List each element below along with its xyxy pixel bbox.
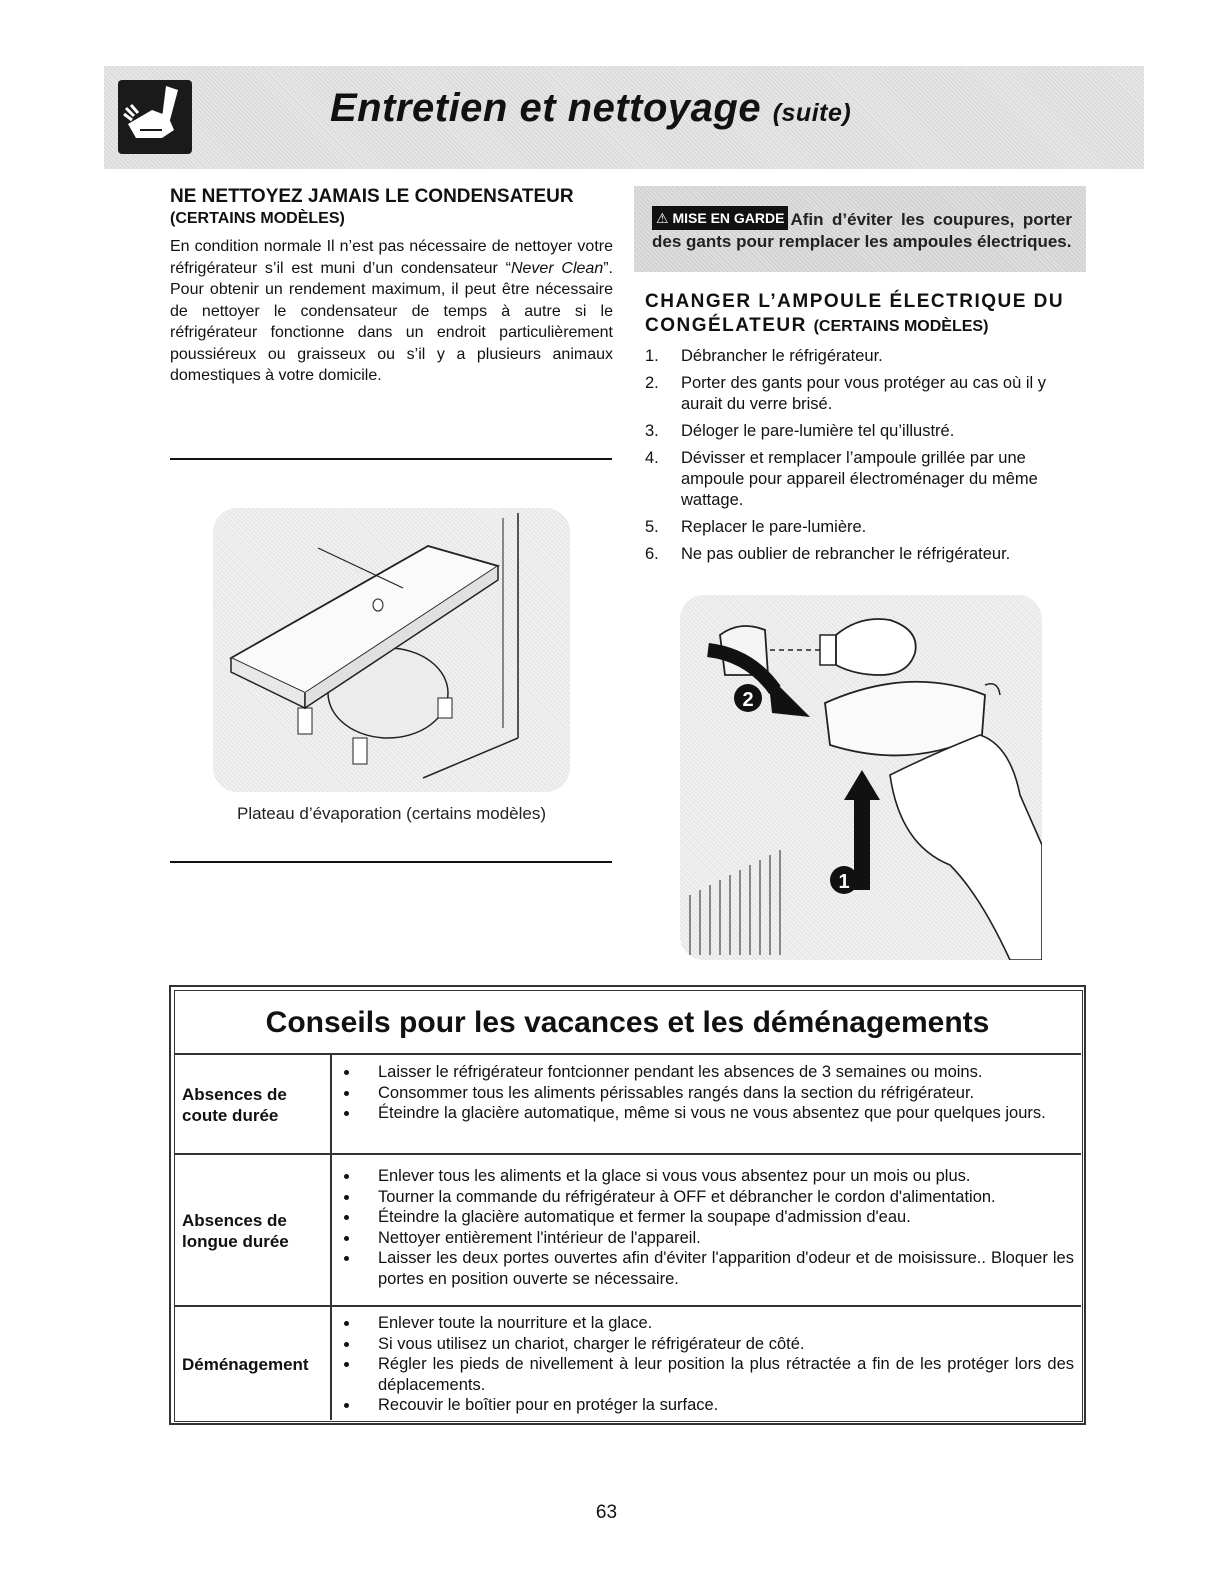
list-item: Enlever toute la nourriture et la glace. (342, 1313, 1074, 1334)
step-number: 3. (645, 422, 659, 440)
callout-one: 1 (838, 871, 850, 893)
list-item: Tourner la commande du réfrigérateur à OFF et débrancher le cordon d'alimentation. (342, 1187, 1074, 1208)
step-item (645, 517, 1085, 538)
warning-triangle-icon: ⚠ (656, 210, 669, 226)
page-title (330, 86, 1050, 131)
condenser-subheading: (CERTAINS MODÈLES) (170, 210, 345, 227)
step-number: 6. (645, 545, 659, 563)
condenser-text-1: En condition normale Il n’est pas nécessaire de nettoyer votre réfrigérateur s’il est muni d’un condensateur “ (170, 238, 613, 277)
list-item: Si vous utilisez un chariot, charger le réfrigérateur de côté. (342, 1334, 1074, 1355)
bulb-replacement-illustration (680, 595, 1042, 960)
bulb-steps-list (645, 346, 1085, 571)
warning-text: Afin d’éviter les coupures, porter des gants pour remplacer les ampoules électriques. (652, 210, 1072, 251)
warning-badge (652, 206, 788, 230)
divider-top (170, 458, 612, 460)
step-text: Ne pas oublier de rebrancher le réfrigérateur. (681, 545, 1011, 563)
step-text: Porter des gants pour vous protéger au cas où il y aurait du verre brisé. (681, 374, 1047, 413)
list-item: Éteindre la glacière automatique, même si vous ne vous absentez que pour quelques jours. (342, 1103, 1074, 1124)
tray-caption: Plateau d’évaporation (certains modèles) (236, 804, 546, 823)
list-item: Éteindre la glacière automatique et fermer la soupape d'admission d'eau. (342, 1207, 1074, 1228)
step-number: 5. (645, 518, 659, 536)
step-text: Débrancher le réfrigérateur. (681, 347, 883, 365)
step-item (645, 373, 1085, 415)
list-item: Enlever tous les aliments et la glace si vous vous absentez pour un mois ou plus. (342, 1166, 1074, 1187)
condenser-heading: NE NETTOYEZ JAMAIS LE CONDENSATEUR (170, 186, 574, 207)
page-number: 63 (595, 1502, 618, 1523)
step-number: 1. (645, 347, 659, 365)
tips-title: Conseils pour les vacances et les déménagements (265, 1006, 990, 1039)
bulb-heading-suffix: (CERTAINS MODÈLES) (813, 318, 989, 335)
warning-message (652, 206, 1072, 253)
row-label-long-absence: Absences de longue durée (182, 1211, 289, 1251)
step-text: Dévisser et remplacer l’ampoule grillée par une ampoule pour appareil électroménager du même wattage. (681, 449, 1038, 509)
short-absence-list (342, 1062, 1074, 1124)
list-item: Laisser le réfrigérateur fontcionner pendant les absences de 3 semaines ou moins. (342, 1062, 1074, 1083)
callout-two: 2 (742, 689, 754, 711)
bulb-heading (645, 290, 1085, 339)
page-title-suffix: (suite) (772, 99, 852, 127)
step-item (645, 448, 1085, 511)
page-title-text: Entretien et nettoyage (330, 86, 762, 130)
table-rule (175, 1305, 1081, 1307)
step-item (645, 346, 1085, 367)
long-absence-list (342, 1166, 1074, 1289)
condenser-text-2: ”. Pour obtenir un rendement maximum, il peut être nécessaire de nettoyer le condensateur de temps à autre si le réfrigérateur fonctionne dans un endroit particulièrement poussiéreux ou graisseux ou s’il y a plusieurs animaux domestiques à votre domicile. (170, 259, 613, 384)
step-item (645, 544, 1085, 565)
step-number: 2. (645, 374, 659, 392)
step-text: Replacer le pare-lumière. (681, 518, 867, 536)
list-item: Consommer tous les aliments périssables rangés dans la section du réfrigérateur. (342, 1083, 1074, 1104)
step-number: 4. (645, 449, 659, 467)
step-text: Déloger le pare-lumière tel qu’illustré. (681, 422, 955, 440)
bulb-heading-text: CHANGER L’AMPOULE ÉLECTRIQUE DU CONGÉLATEUR (645, 291, 1065, 336)
table-rule (175, 1053, 1081, 1055)
table-rule (175, 1153, 1081, 1155)
divider-bottom (170, 861, 612, 863)
step-item (645, 421, 1085, 442)
moving-list (342, 1313, 1074, 1416)
list-item: Recouvir le boîtier pour en protéger la surface. (342, 1395, 1074, 1416)
row-label-short-absence: Absences de coute durée (182, 1085, 287, 1125)
hand-cleaning-icon (118, 80, 192, 154)
condenser-text-italic: Never Clean (510, 259, 604, 277)
evaporation-tray-illustration (213, 508, 570, 792)
list-item: Laisser les deux portes ouvertes afin d'éviter l'apparition d'odeur et de moisissure.. Bloquer les portes en position ouverte se nécessaire. (342, 1248, 1074, 1289)
condenser-paragraph (170, 236, 613, 387)
list-item: Régler les pieds de nivellement à leur position la plus rétractée a fin de les protéger lors des déplacements. (342, 1354, 1074, 1395)
list-item: Nettoyer entièrement l'intérieur de l'appareil. (342, 1228, 1074, 1249)
row-label-moving: Déménagement (182, 1355, 309, 1374)
warning-badge-label: MISE EN GARDE (672, 210, 785, 226)
